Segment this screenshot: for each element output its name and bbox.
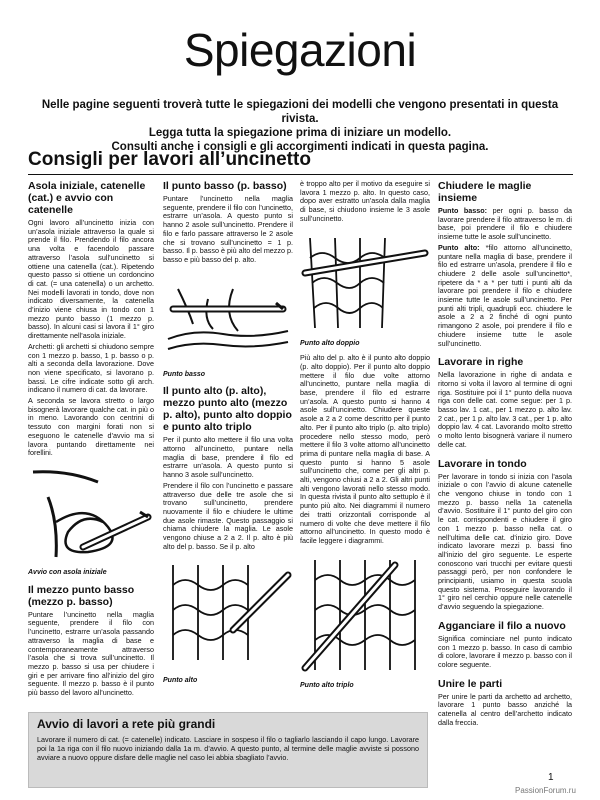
triple-treble-illustration — [300, 550, 430, 680]
heading-punto-basso: Il punto basso (p. basso) — [163, 180, 287, 192]
column-1 — [28, 180, 154, 700]
column-2 — [163, 180, 293, 692]
paragraph: Punto alto: *filo attorno all’uncinetto, puntare nella maglia di base, prendere il filo ed estrarre un’asola, prendere il filo e chiudere 2 delle asole sull’uncinetto*, ripetere da * a * per tutti i punti alti da lavorare poi prendere il filo e chiudere insieme tutte le asole sull’uncinetto. Per punti alti tripli, quadrupli ecc. chiudere le asole a 2 a 2 finché di ogni punto rimangono 2 asole, poi prendere il filo e chiudere insieme tutte le asole sull’uncinetto. — [438, 242, 573, 348]
paragraph: A seconda se lavora stretto o largo bisognerà lavorare qualche cat. in più o in meno. Lavorando con centrini di tessuto con margini forati non si eseguono le catenelle d’avvio ma si lavora puntando direttamente nei forellini. — [28, 396, 154, 458]
heading-agganciare-filo: Agganciare il filo a nuovo — [438, 619, 566, 632]
column-4 — [438, 180, 572, 729]
double-crochet-illustration — [163, 555, 293, 675]
intro-line: Consulti anche i consigli e gli accorgimenti indicati in questa pagina. — [111, 141, 489, 153]
heading-lavorare-tondo: Lavorare in tondo — [438, 457, 527, 470]
caption-avvio: Avvio con asola iniziale — [28, 568, 107, 576]
intro-text — [30, 98, 570, 154]
intro-line: Legga tutta la spiegazione prima di iniziare un modello. — [148, 127, 452, 139]
intro-line: Nelle pagine seguenti troverà tutte le spiegazioni dei modelli che vengono presentati in questa rivista. — [41, 99, 559, 125]
page-title: Spiegazioni — [183, 24, 417, 76]
info-box — [28, 712, 428, 788]
caption-punto-alto-doppio: Punto alto doppio — [300, 339, 360, 347]
paragraph: Per il punto alto mettere il filo una volta attorno all’uncinetto, puntare nella maglia di base, prendere il filo ed estrarre un’asola. A questo punto si hanno 3 asole sull’uncinetto. — [163, 435, 293, 480]
paragraph: Significa cominciare nel punto indicato con 1 mezzo p. basso. In caso di cambio di colore, lavorare il mezzo p. basso con il colore seguente. — [438, 633, 572, 669]
paragraph: Punto basso: per ogni p. basso da lavorare prendere il filo attraverso le m. di base, poi prendere il filo e chiudere insieme tutte le asole sull’uncinetto. — [438, 206, 572, 242]
paragraph: Nella lavorazione in righe di andata e ritorno si volta il lavoro al termine di ogni riga. Sostituire poi il 1° punto della nuova riga con delle cat. come segue: per 1 p. basso lav. 1 cat., per 1 mezzo p. alto lav. 2 cat., per 1 p. alto lav. 3 cat., per 1 p. alto doppio lav. 4 cat. Lavorando molto stretto o molto lento bisognerà variare il numero delle cat. — [438, 370, 572, 449]
heading-chiudere-maglie: Chiudere le maglie insieme — [438, 180, 532, 204]
heading-mezzo-punto-basso: Il mezzo punto basso (mezzo p. basso) — [28, 583, 135, 608]
single-crochet-illustration — [163, 269, 293, 369]
caption-punto-alto-triplo: Punto alto triplo — [300, 681, 354, 689]
paragraph: Puntare l’uncinetto nella maglia seguente, prendere il filo con l’uncinetto, estrarre un’asola. A questo punto si hanno 2 asole sull’uncinetto. Prendere il filo e farlo passare attraverso le 2 asole che si trovano sull’uncinetto = 1 p. basso. Il p. basso è più alto del mezzo p. basso e più basso del p. alto. — [163, 194, 293, 264]
paragraph: Per unire le parti da archetto ad archetto, lavorare 1 punto basso anziché la catenella al centro dell’archetto indicato dalla freccia. — [438, 691, 572, 727]
treble-crochet-illustration — [300, 228, 430, 338]
heading-unire-parti: Unire le parti — [438, 677, 503, 690]
paragraph: è troppo alto per il motivo da eseguire si lavora 1 mezzo p. alto. In questo caso, dopo aver estratto un’asola dalla maglia di base, si chiudono insieme le 3 asole sull’uncinetto. — [300, 179, 430, 223]
section-title: Consigli per lavori all’uncinetto — [28, 148, 573, 175]
caption-punto-alto: Punto alto — [163, 677, 198, 685]
slip-knot-illustration — [28, 462, 154, 567]
caption-punto-basso: Punto basso — [163, 370, 206, 378]
paragraph: Puntare l’uncinetto nella maglia seguente, prendere il filo con l’uncinetto, estrarre un’asola passando attraverso la maglia di base e contemporaneamente attraverso l’asola che si trova sull’uncinetto. Il mezzo p. basso si usa per chiudere i giri e per arrivare fino all’inizio del giro seguente. Il mezzo p. basso è il punto più basso del lavoro all’uncinetto. — [28, 609, 154, 698]
heading-punto-alto: Il punto alto (p. alto), mezzo punto alto (mezzo p. alto), punto alto doppio e punto alto triplo — [163, 385, 292, 434]
paragraph: Ogni lavoro all’uncinetto inizia con un’asola iniziale attraverso la quale si prende il filo. Prendendo il filo ancora una volta e facendolo passare attraverso l’asola sull’uncinetto si ottiene una catenella (cat.). Ripetendo questo passo si ottiene un cordoncino di cat. (= una catenella) o un archetto. Nei modelli lavorati in tondo, dove non indicato diversamente, la catenella d’inizio viene chiusa in tondo con 1 mezzo punto basso (1 mezzo p. basso). In alcuni casi si lavora il 1° giro direttamente nell’asola iniziale. — [28, 218, 154, 341]
watermark: PassionForum.ru — [515, 786, 576, 795]
heading-asola: Asola iniziale, catenelle (cat.) e avvio con catenelle — [28, 180, 146, 216]
paragraph: Più alto del p. alto è il punto alto doppio (p. alto doppio). Per il punto alto doppio mettere il filo due volte attorno all’uncinetto, puntare nella maglia di base, prendere il filo ed estrarre un’asola. A questo punto si hanno 4 asole sull’uncinetto. Chiudere queste asole a 2 a 2 come descritto per il punto alto. Per il punto alto triplo (p. alto triplo) procedere nello stesso modo, però mettere il filo 3 volte attorno all’uncinetto prima di puntare nella maglia di base. A questo punto si hanno 5 asole sull’uncinetto che, come per gli altri p. alti, vengono chiusi a 2 a 2. Gli altri punti alti vengono lavorati nello stesso modo. In questa rivista il punto alto settuplo è il punto più alto. Nei diagrammi il numero dei tratti orizzontali corrisponde al numero di volte che deve mettere il filo attorno all’uncinetto. In questo modo è facile leggere i diagrammi. — [300, 353, 430, 545]
page-number: 1 — [548, 772, 554, 783]
info-box-body: Lavorare il numero di cat. (= catenelle) indicato. Lasciare in sospeso il filo o tagliarlo lasciando il capo lungo. Lavorare poi la 1a riga con il filo nuovo iniziando dalla 1a m. d’avvio. A questo punto, al termine delle maglie avviste si possono avviare a nuovo oppure disfare delle maglie nel caso lei abbia sbagliato l’avvio. — [37, 735, 419, 762]
column-3 — [300, 180, 430, 696]
paragraph: Per lavorare in tondo si inizia con l’asola iniziale o con l’avvio di alcune catenelle che vengono chiuse in tondo con 1 mezzo p. basso nella 1a catenella d’avvio. Sostituire il 1° punto del giro con le cat. corrispondenti e chiudere il giro con 1 mezzo p. basso nella cat. o nell’ultima delle cat. d’inizio giro. Dove indicato lavorare mezzi p. bassi fino all’inizio del giro seguente. Le esperte conoscono vari trucchi per evitare questi passaggi però, per non confondere le principianti, usiamo in questa scuola questo sistema. Proseguire lavorando il 1° giro nel cerchio oppure nelle catenelle d’avvio seguendo la spiegazione. — [438, 471, 572, 612]
info-box-title: Avvio di lavori a rete più grandi — [37, 717, 216, 731]
paragraph: Prendere il filo con l’uncinetto e passare attraverso due delle tre asole che si trovano sull’uncinetto, prendere nuovamente il filo e chiudere le ultime due asole rimaste. Questo passaggio si chiama chiudere la maglia. Le asole vengono chiuse a 2 a 2. Il p. alto è più alto del p. basso. Se il p. alto — [163, 480, 293, 551]
paragraph: Archetti: gli archetti si chiudono sempre con 1 mezzo p. basso, 1 p. basso o p. alti a seconda della lavorazione. Dove non viene specificato, si lavorano p. bassi. Le cifre indicate sotto gli arch. indicano il numero di cat. da lavorare. — [28, 341, 154, 395]
heading-lavorare-righe: Lavorare in righe — [438, 356, 524, 369]
